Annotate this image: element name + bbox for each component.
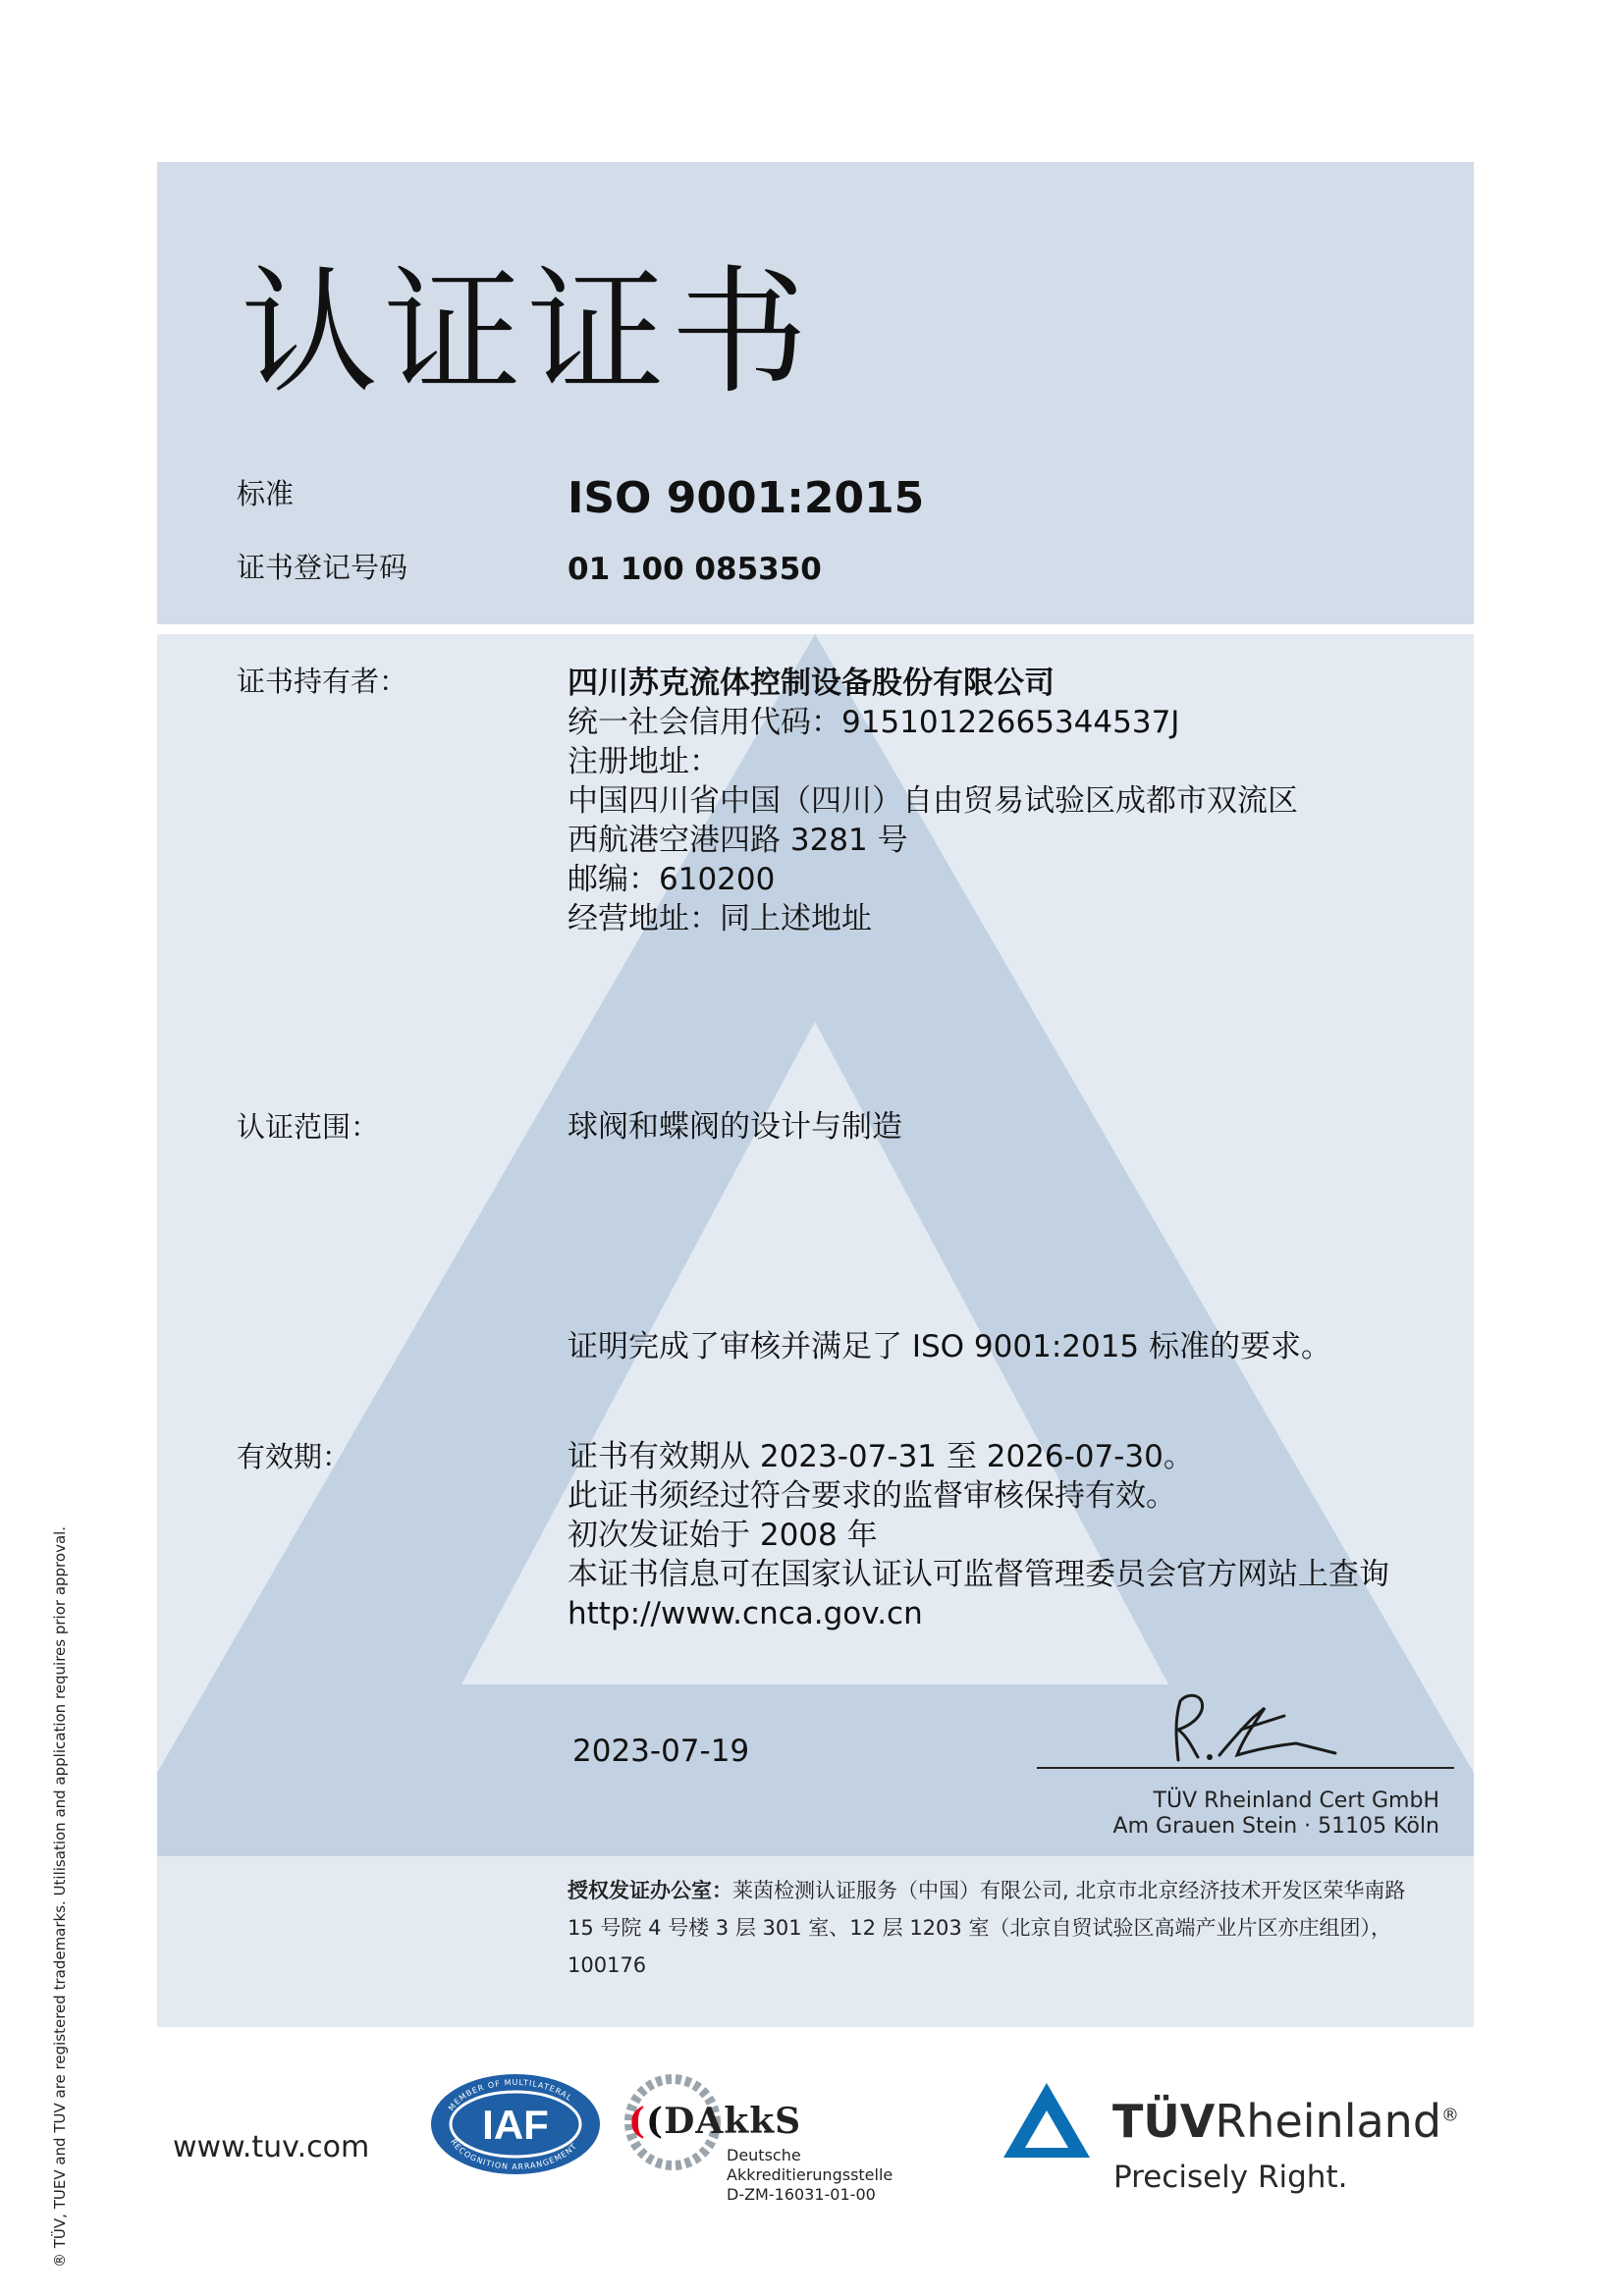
dakks-line: Akkreditierungsstelle bbox=[727, 2165, 893, 2184]
registration-label: 证书登记号码 bbox=[237, 551, 408, 584]
tuv-brand-light: Rheinland bbox=[1215, 2095, 1442, 2148]
holder-line: 邮编：610200 bbox=[568, 862, 776, 897]
cnca-link[interactable]: http://www.cnca.gov.cn bbox=[568, 1596, 923, 1631]
tuv-tagline: Precisely Right. bbox=[1113, 2160, 1348, 2195]
office-label: 授权发证办公室： bbox=[568, 1879, 732, 1902]
tuv-brand-bold: TÜV bbox=[1112, 2095, 1216, 2148]
validity-line: 此证书须经过符合要求的监督审核保持有效。 bbox=[568, 1478, 1176, 1514]
dakks-line: D-ZM-16031-01-00 bbox=[727, 2185, 876, 2204]
issuer-name: TÜV Rheinland Cert GmbH bbox=[1153, 1789, 1439, 1813]
dakks-logo: ((DAkkS bbox=[628, 2101, 802, 2142]
holder-line: 经营地址：同上述地址 bbox=[568, 901, 872, 936]
scope-label: 认证范围： bbox=[237, 1110, 380, 1144]
authorized-office bbox=[568, 1872, 1405, 1984]
signature-icon bbox=[1159, 1686, 1345, 1775]
holder-line: 统一社会信用代码：91510122665344537J bbox=[568, 705, 1180, 740]
conformity-statement: 证明完成了审核并满足了 ISO 9001:2015 标准的要求。 bbox=[568, 1329, 1332, 1364]
holder-line: 中国四川省中国（四川）自由贸易试验区成都市双流区 bbox=[568, 783, 1298, 819]
dakks-name: DAkkS bbox=[664, 2101, 802, 2142]
validity-line: 初次发证始于 2008 年 bbox=[568, 1518, 878, 1553]
svg-text:MEMBER OF MULTILATERAL: MEMBER OF MULTILATERAL bbox=[446, 2077, 574, 2113]
holder-line: 注册地址： bbox=[568, 744, 720, 779]
holder-line: 西航港空港四路 3281 号 bbox=[568, 823, 908, 858]
standard-label: 标准 bbox=[237, 477, 295, 510]
validity-line: 证书有效期从 2023-07-31 至 2026-07-30。 bbox=[568, 1439, 1194, 1474]
holder-name: 四川苏克流体控制设备股份有限公司 bbox=[568, 666, 1055, 701]
signature-line bbox=[1037, 1767, 1454, 1769]
issuer-address: Am Grauen Stein · 51105 Köln bbox=[1112, 1814, 1439, 1839]
tuv-website-link[interactable]: www.tuv.com bbox=[173, 2130, 370, 2164]
iaf-logo-icon bbox=[428, 2071, 603, 2177]
validity-line: 本证书信息可在国家认证认可监督管理委员会官方网站上查询 bbox=[568, 1557, 1389, 1592]
tuv-brand bbox=[1112, 2095, 1459, 2148]
office-line: 莱茵检测认证服务（中国）有限公司, 北京市北京经济技术开发区荣华南路 bbox=[732, 1879, 1406, 1902]
validity-label: 有效期： bbox=[237, 1440, 352, 1473]
dakks-caption bbox=[727, 2146, 893, 2205]
issue-date: 2023-07-19 bbox=[572, 1734, 750, 1769]
office-line: 15 号院 4 号楼 3 层 301 室、12 层 1203 室（北京自贸试验区高端产业片区亦庄组团）， bbox=[568, 1916, 1391, 1940]
holder-block bbox=[568, 664, 1298, 938]
standard-value: ISO 9001:2015 bbox=[568, 473, 925, 523]
certificate-title: 认证证书 bbox=[241, 253, 815, 413]
trademark-side-note: ® TÜV, TUEV and TUV are registered trademarks. Utilisation and application requires prior approval. bbox=[51, 1525, 69, 2268]
dakks-line: Deutsche bbox=[727, 2146, 801, 2164]
tuv-triangle-logo-icon bbox=[1001, 2081, 1092, 2160]
validity-block bbox=[568, 1437, 1389, 1633]
registration-number: 01 100 085350 bbox=[568, 552, 822, 587]
holder-label: 证书持有者： bbox=[237, 665, 408, 698]
office-line: 100176 bbox=[568, 1953, 647, 1977]
iaf-logo-text: IAF bbox=[482, 2102, 549, 2148]
svg-text:RECOGNITION ARRANGEMENT: RECOGNITION ARRANGEMENT bbox=[449, 2137, 579, 2172]
scope-value: 球阀和蝶阀的设计与制造 bbox=[568, 1109, 902, 1145]
registered-mark: ® bbox=[1441, 2105, 1460, 2126]
